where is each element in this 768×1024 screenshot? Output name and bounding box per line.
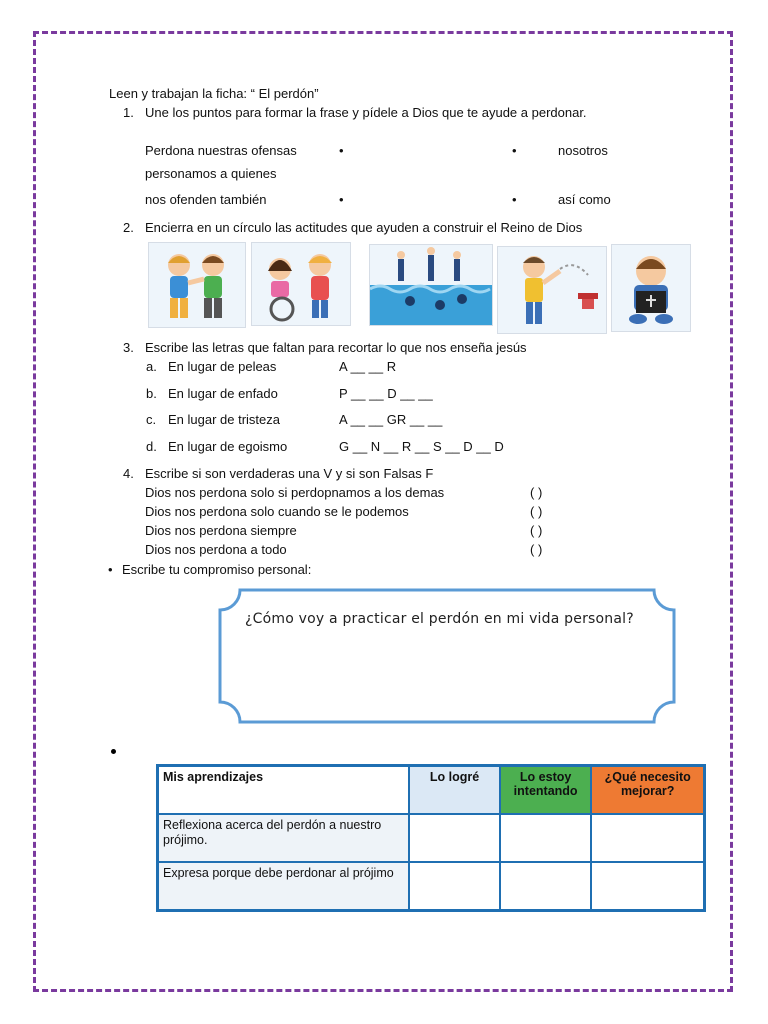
cell-lo-estoy-intentando[interactable] bbox=[500, 862, 592, 911]
table-row bbox=[158, 814, 705, 862]
people-drowning-rescue-icon[interactable] bbox=[369, 244, 493, 326]
cell-lo-estoy-intentando[interactable] bbox=[500, 814, 592, 862]
compromiso-label: Escribe tu compromiso personal: bbox=[122, 562, 312, 577]
cell-lo-logre[interactable] bbox=[409, 862, 500, 911]
q4-answer-box[interactable]: ( ) bbox=[530, 504, 543, 519]
compromiso-speech-box[interactable] bbox=[218, 588, 676, 724]
q1-text: Une los puntos para formar la frase y pídele a Dios que te ayude a perdonar. bbox=[145, 105, 587, 120]
q3-item-letter: b. bbox=[146, 386, 157, 401]
q1-dot-right-2[interactable]: • bbox=[512, 192, 517, 207]
row-description: Reflexiona acerca del perdón a nuestro prójimo. bbox=[158, 814, 410, 862]
q1-left-1: Perdona nuestras ofensas bbox=[145, 143, 297, 158]
q3-item-answer[interactable]: A __ __ R bbox=[339, 359, 397, 374]
intro-text: Leen y trabajan la ficha: “ El perdón” bbox=[109, 86, 319, 101]
q3-item-answer[interactable]: P __ __ D __ __ bbox=[339, 386, 433, 401]
q4-answer-box[interactable]: ( ) bbox=[530, 485, 543, 500]
children-helping-wheelchair-icon[interactable] bbox=[251, 242, 351, 326]
header-lo-estoy-intentando: Lo estoy intentando bbox=[500, 766, 592, 815]
q1-left-3: nos ofenden también bbox=[145, 192, 267, 207]
compromiso-question: ¿Cómo voy a practicar el perdón en mi vida personal? bbox=[245, 611, 634, 627]
q4-statement: Dios nos perdona siempre bbox=[145, 523, 297, 538]
q3-item-answer[interactable]: G __ N __ R __ S __ D __ D bbox=[339, 439, 504, 454]
q2-text: Encierra en un círculo las actitudes que ayuden a construir el Reino de Dios bbox=[145, 220, 583, 235]
row-description: Expresa porque debe perdonar al prójimo bbox=[158, 862, 410, 911]
q3-item-label: En lugar de tristeza bbox=[168, 412, 281, 427]
q3-item-letter: d. bbox=[146, 439, 157, 454]
q3-text: Escribe las letras que faltan para recortar lo que nos enseña jesús bbox=[145, 340, 527, 355]
q4-number: 4. bbox=[123, 466, 134, 481]
boy-reading-bible-icon[interactable] bbox=[611, 244, 691, 332]
q1-number: 1. bbox=[123, 105, 134, 120]
q1-left-2: personamos a quienes bbox=[145, 166, 277, 181]
evaluation-table bbox=[156, 764, 706, 912]
cell-que-necesito-mejorar[interactable] bbox=[591, 814, 704, 862]
table-header-row bbox=[158, 766, 705, 815]
q2-number: 2. bbox=[123, 220, 134, 235]
q4-answer-box[interactable]: ( ) bbox=[530, 542, 543, 557]
q1-dot-left-1[interactable]: • bbox=[339, 143, 344, 158]
q1-right-2: así como bbox=[558, 192, 611, 207]
compromiso-bullet: • bbox=[108, 562, 113, 577]
q3-item-label: En lugar de peleas bbox=[168, 359, 277, 374]
q4-statement: Dios nos perdona solo cuando se le podemos bbox=[145, 504, 409, 519]
q3-item-label: En lugar de enfado bbox=[168, 386, 278, 401]
header-lo-logre: Lo logré bbox=[409, 766, 500, 815]
q3-item-label: En lugar de egoismo bbox=[168, 439, 288, 454]
q4-text: Escribe si son verdaderas una V y si son Falsas F bbox=[145, 466, 434, 481]
q3-item-answer[interactable]: A __ __ GR __ __ bbox=[339, 412, 443, 427]
q4-statement: Dios nos perdona solo si perdopnamos a los demas bbox=[145, 485, 445, 500]
q4-answer-box[interactable]: ( ) bbox=[530, 523, 543, 538]
q3-item-letter: c. bbox=[146, 412, 157, 427]
table-row bbox=[158, 862, 705, 911]
q1-dot-right-1[interactable]: • bbox=[512, 143, 517, 158]
cell-lo-logre[interactable] bbox=[409, 814, 500, 862]
q1-right-1: nosotros bbox=[558, 143, 608, 158]
q4-statement: Dios nos perdona a todo bbox=[145, 542, 287, 557]
header-mis-aprendizajes: Mis aprendizajes bbox=[158, 766, 410, 815]
bullet-dot bbox=[111, 749, 116, 754]
children-fighting-icon[interactable] bbox=[148, 242, 246, 328]
boy-throwing-trash-icon[interactable] bbox=[497, 246, 607, 334]
header-que-necesito-mejorar: ¿Qué necesito mejorar? bbox=[591, 766, 704, 815]
q3-number: 3. bbox=[123, 340, 134, 355]
cell-que-necesito-mejorar[interactable] bbox=[591, 862, 704, 911]
q3-item-letter: a. bbox=[146, 359, 157, 374]
q1-dot-left-2[interactable]: • bbox=[339, 192, 344, 207]
